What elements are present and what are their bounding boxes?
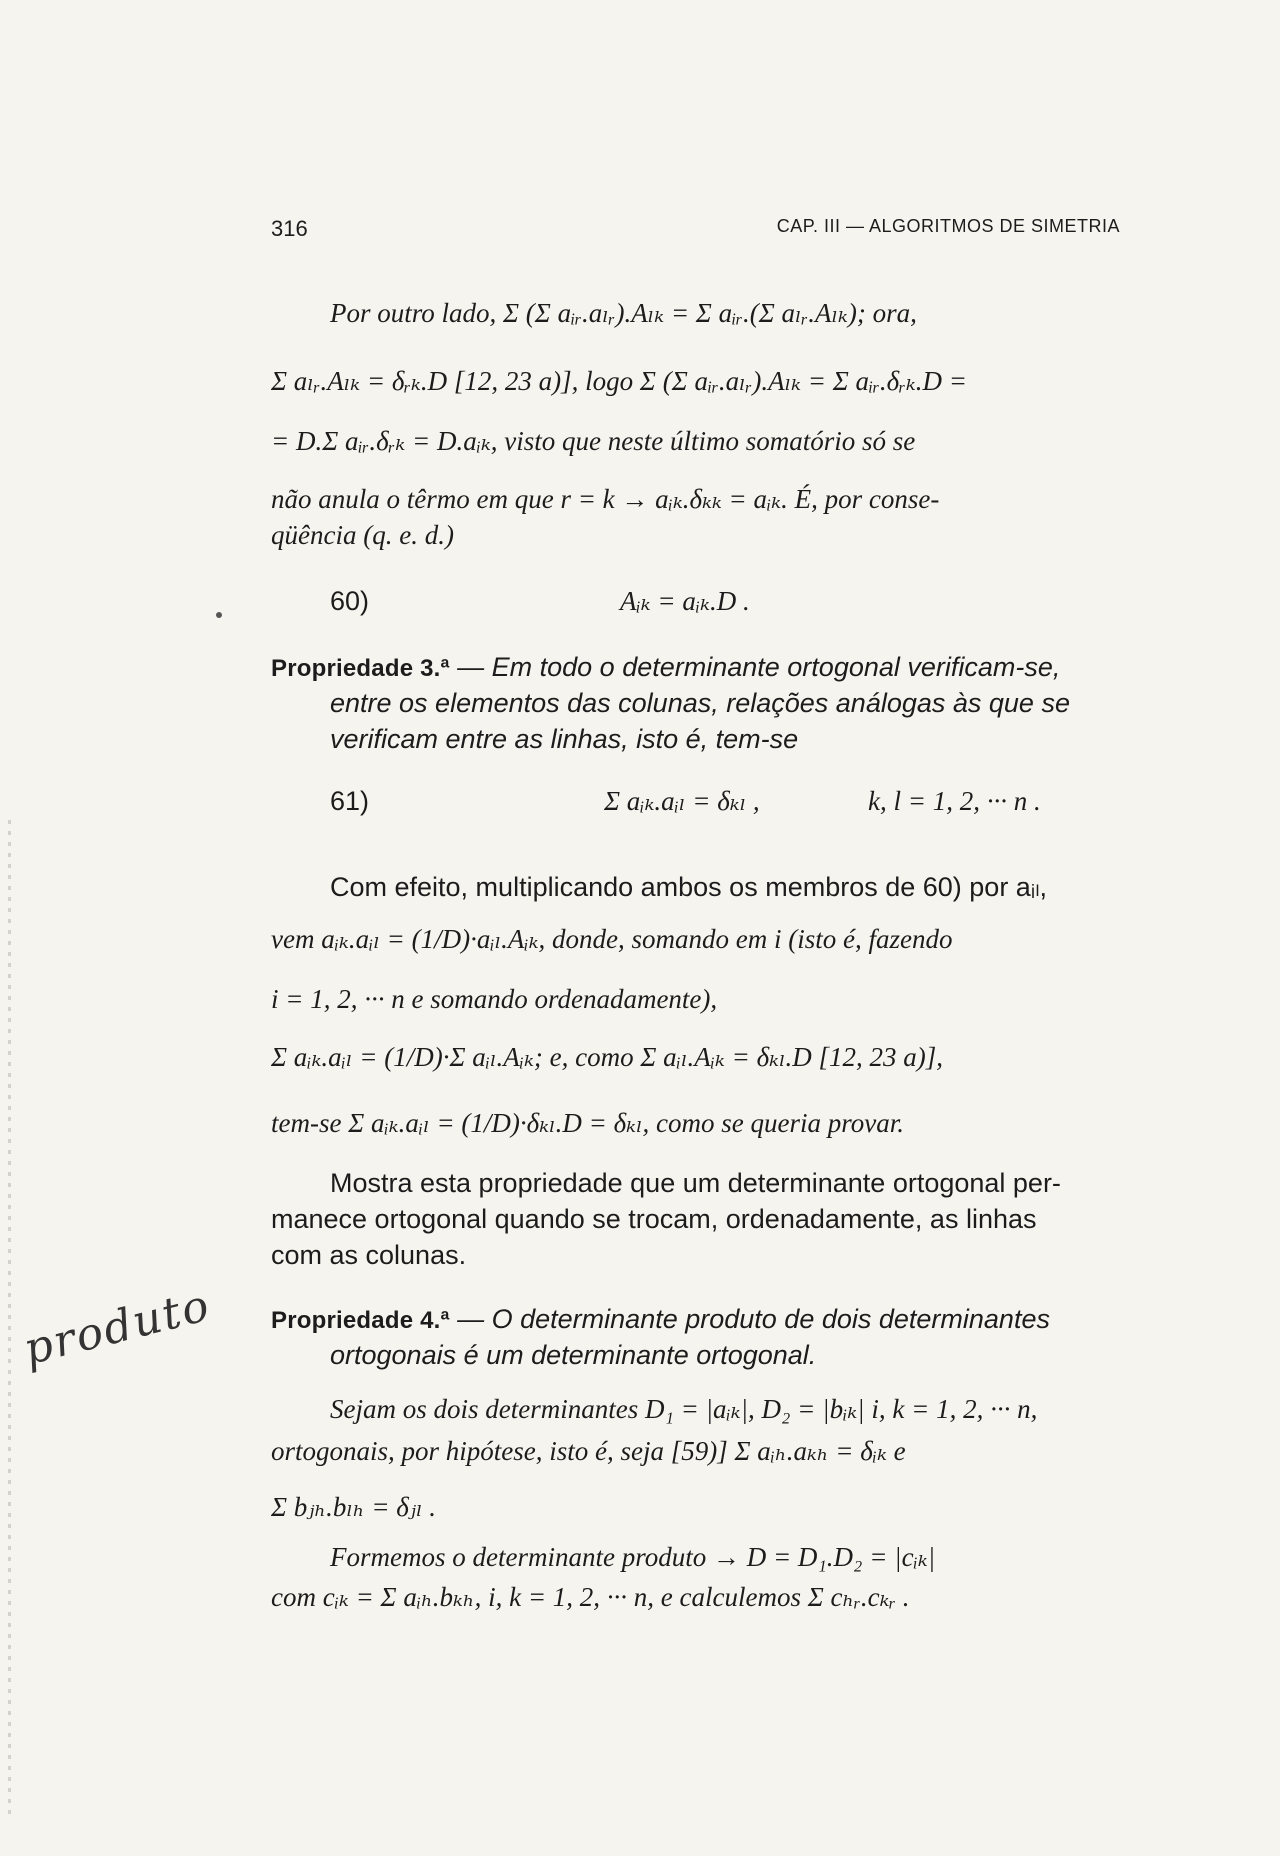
text-line: qüência (q. e. d.) bbox=[271, 520, 454, 550]
property-3-line-3: verificam entre as linhas, isto é, tem-se bbox=[330, 724, 799, 754]
text-line: com as colunas. bbox=[271, 1240, 467, 1270]
text-line: Σ aᵢₖ.aᵢₗ = (1/D)·Σ aᵢₗ.Aᵢₖ; e, como Σ aᵢₗ.Aᵢₖ = δₖₗ.D [12, 23 a)], bbox=[271, 1042, 944, 1072]
running-title: CAP. III — ALGORITMOS DE SIMETRIA bbox=[776, 216, 1120, 236]
text-line: tem-se Σ aᵢₖ.aᵢₗ = (1/D)·δₖₗ.D = δₖₗ, como se queria provar. bbox=[271, 1108, 904, 1138]
scan-speck bbox=[216, 612, 222, 618]
equation-range: k, l = 1, 2, ··· n . bbox=[868, 786, 1041, 816]
text-line: Formemos o determinante produto → D = D₁.D₂ = |cᵢₖ| bbox=[330, 1542, 936, 1572]
page-number: 316 bbox=[271, 216, 308, 241]
text-line: não anula o têrmo em que r = k → aᵢₖ.δₖₖ = aᵢₖ. É, por conse- bbox=[271, 484, 940, 514]
property-text: — O determinante produto de dois determinantes bbox=[457, 1304, 1050, 1334]
text-line: Mostra esta propriedade que um determinante ortogonal per- bbox=[330, 1168, 1061, 1198]
property-label: Propriedade 4.ª bbox=[271, 1307, 450, 1334]
property-4-line-1 bbox=[271, 1302, 1119, 1338]
text-line: i = 1, 2, ··· n e somando ordenadamente), bbox=[271, 984, 718, 1014]
equation-number: 61) bbox=[330, 786, 370, 816]
text-line: Σ aₗᵣ.Aₗₖ = δᵣₖ.D [12, 23 a)], logo Σ (Σ aᵢᵣ.aₗᵣ).Aₗₖ = Σ aᵢᵣ.δᵣₖ.D = bbox=[271, 366, 967, 396]
property-text: — Em todo o determinante ortogonal verificam-se, bbox=[457, 652, 1061, 682]
text-line: Sejam os dois determinantes D₁ = |aᵢₖ|, D₂ = |bᵢₖ| i, k = 1, 2, ··· n, bbox=[330, 1394, 1038, 1424]
text-line: = D.Σ aᵢᵣ.δᵣₖ = D.aᵢₖ, visto que neste último somatório só se bbox=[271, 426, 916, 456]
text-line: ortogonais, por hipótese, isto é, seja [59)] Σ aᵢₕ.aₖₕ = δᵢₖ e bbox=[271, 1436, 906, 1466]
equation-number: 60) bbox=[330, 586, 370, 616]
equation: Aᵢₖ = aᵢₖ.D . bbox=[620, 586, 750, 616]
text-line: vem aᵢₖ.aᵢₗ = (1/D)·aᵢₗ.Aᵢₖ, donde, somando em i (isto é, fazendo bbox=[271, 924, 953, 954]
text-line: Com efeito, multiplicando ambos os membros de 60) por aᵢₗ, bbox=[330, 872, 1048, 902]
property-3-line-1 bbox=[271, 650, 1119, 686]
handwritten-margin-note: produto bbox=[18, 1279, 216, 1376]
text-line: Σ bⱼₕ.bₗₕ = δⱼₗ . bbox=[271, 1492, 437, 1522]
equation: Σ aᵢₖ.aᵢₗ = δₖₗ , bbox=[604, 786, 760, 816]
scan-edge-shadow bbox=[8, 820, 11, 1820]
property-label: Propriedade 3.ª bbox=[271, 655, 450, 682]
text-line: manece ortogonal quando se trocam, ordenadamente, as linhas bbox=[271, 1204, 1037, 1234]
text-line: com cᵢₖ = Σ aᵢₕ.bₖₕ, i, k = 1, 2, ··· n, e calculemos Σ cₕᵣ.cₖᵣ . bbox=[271, 1582, 910, 1612]
property-3-line-2: entre os elementos das colunas, relações análogas às que se bbox=[330, 688, 1070, 718]
property-4-line-2: ortogonais é um determinante ortogonal. bbox=[330, 1340, 817, 1370]
text-line: Por outro lado, Σ (Σ aᵢᵣ.aₗᵣ).Aₗₖ = Σ aᵢᵣ.(Σ aₗᵣ.Aₗₖ); ora, bbox=[330, 298, 917, 328]
